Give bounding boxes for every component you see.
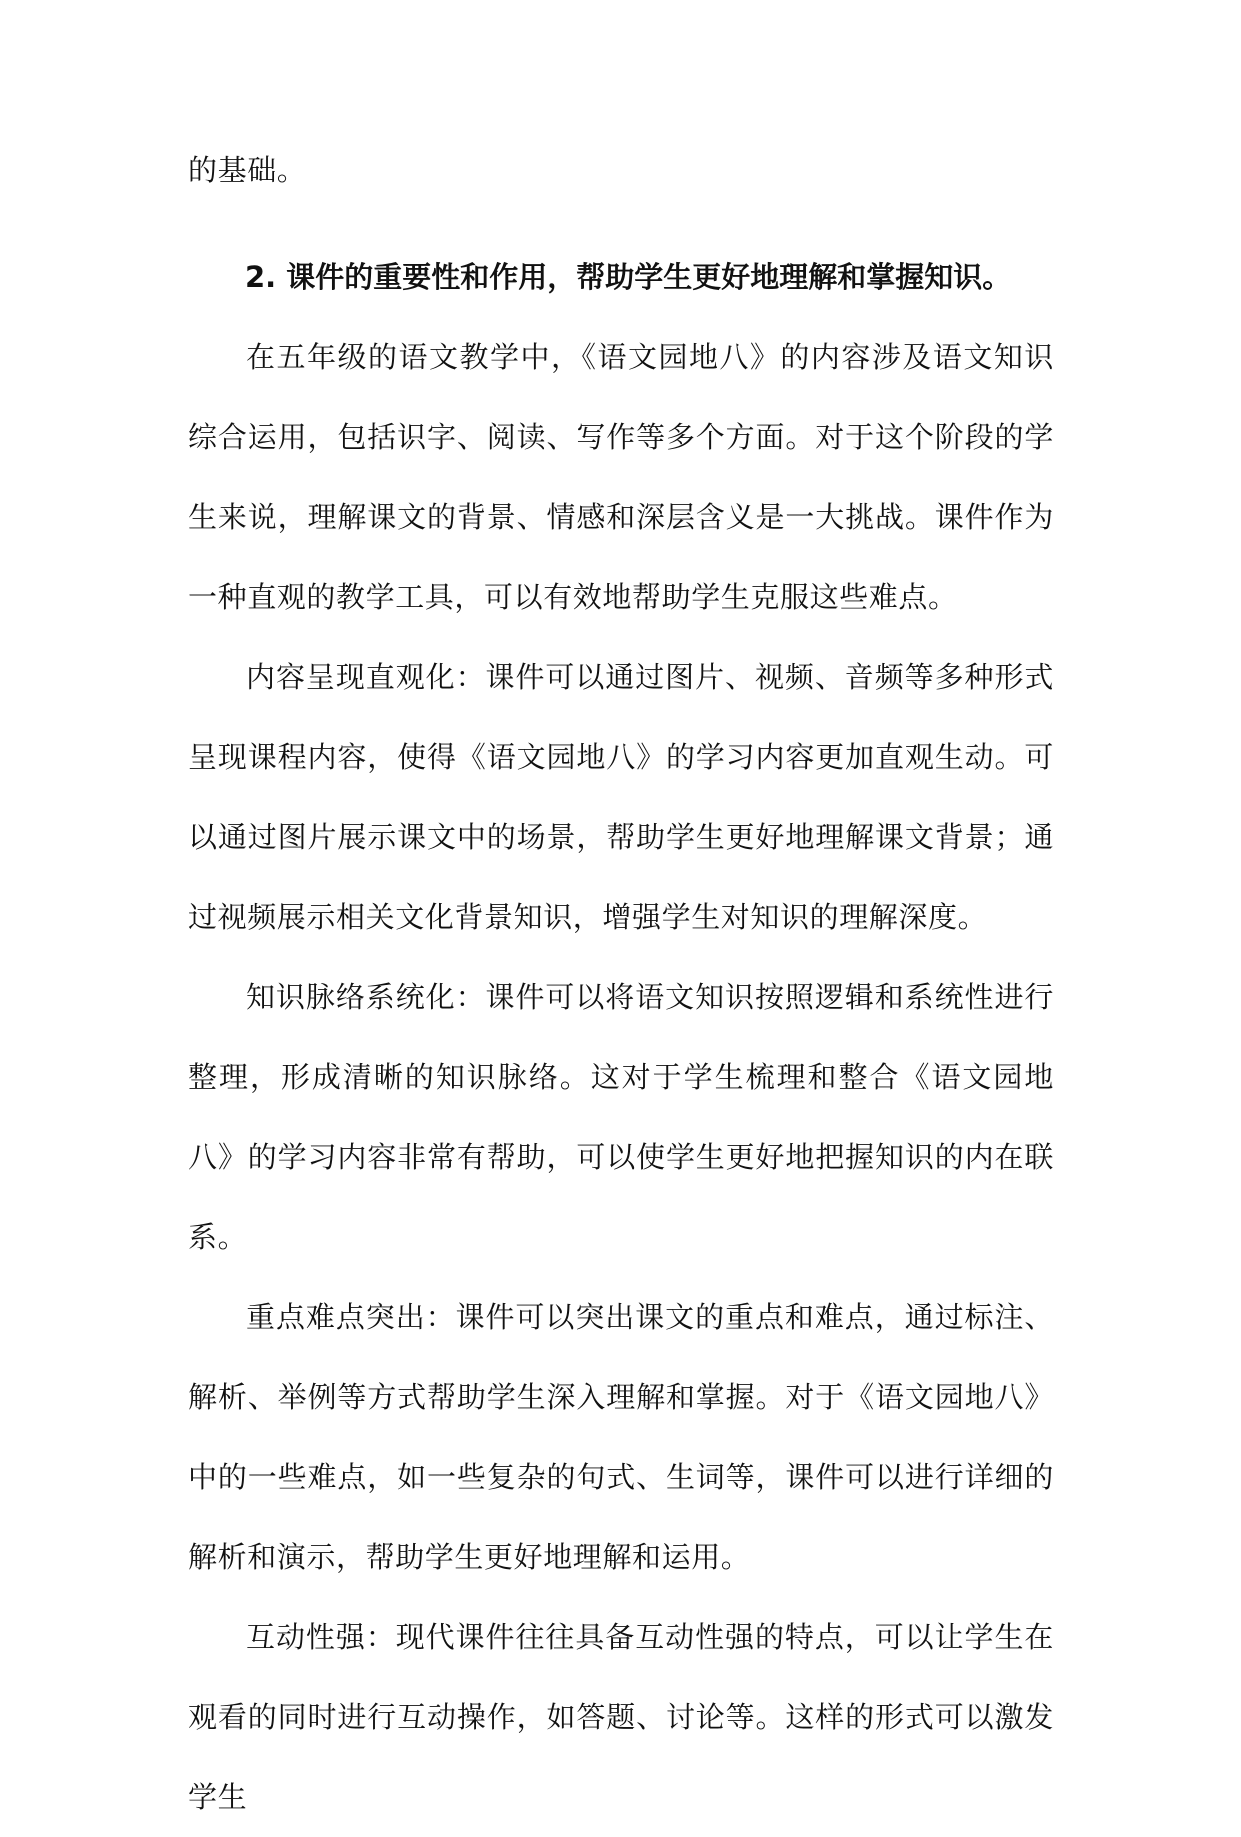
paragraph-key-points: 重点难点突出：课件可以突出课文的重点和难点，通过标注、解析、举例等方式帮助学生深入理解和掌握。对于《语文园地八》中的一些难点，如一些复杂的句式、生词等，课件可以进行详细的解析和演示，帮助学生更好地理解和运用。 xyxy=(188,1300,1054,1574)
paragraph-knowledge-system: 知识脉络系统化：课件可以将语文知识按照逻辑和系统性进行整理，形成清晰的知识脉络。这对于学生梳理和整合《语文园地八》的学习内容非常有帮助，可以使学生更好地把握知识的内在联系。 xyxy=(188,980,1054,1254)
paragraph-visual-presentation: 内容呈现直观化：课件可以通过图片、视频、音频等多种形式呈现课程内容，使得《语文园地八》的学习内容更加直观生动。可以通过图片展示课文中的场景，帮助学生更好地理解课文背景；通过视频展示相关文化背景知识，增强学生对知识的理解深度。 xyxy=(188,660,1054,934)
paragraph-interactivity: 互动性强：现代课件往往具备互动性强的特点，可以让学生在观看的同时进行互动操作，如答题、讨论等。这样的形式可以激发学生 xyxy=(188,1620,1054,1814)
continuation-text: 的基础。 xyxy=(188,153,307,187)
paragraph-intro: 在五年级的语文教学中，《语文园地八》的内容涉及语文知识综合运用，包括识字、阅读、写作等多个方面。对于这个阶段的学生来说，理解课文的背景、情感和深层含义是一大挑战。课件作为一种直观的教学工具，可以有效地帮助学生克服这些难点。 xyxy=(188,340,1054,614)
body-paragraphs xyxy=(188,317,1054,1837)
section-heading: 2. 课件的重要性和作用，帮助学生更好地理解和掌握知识。 xyxy=(245,260,1012,294)
